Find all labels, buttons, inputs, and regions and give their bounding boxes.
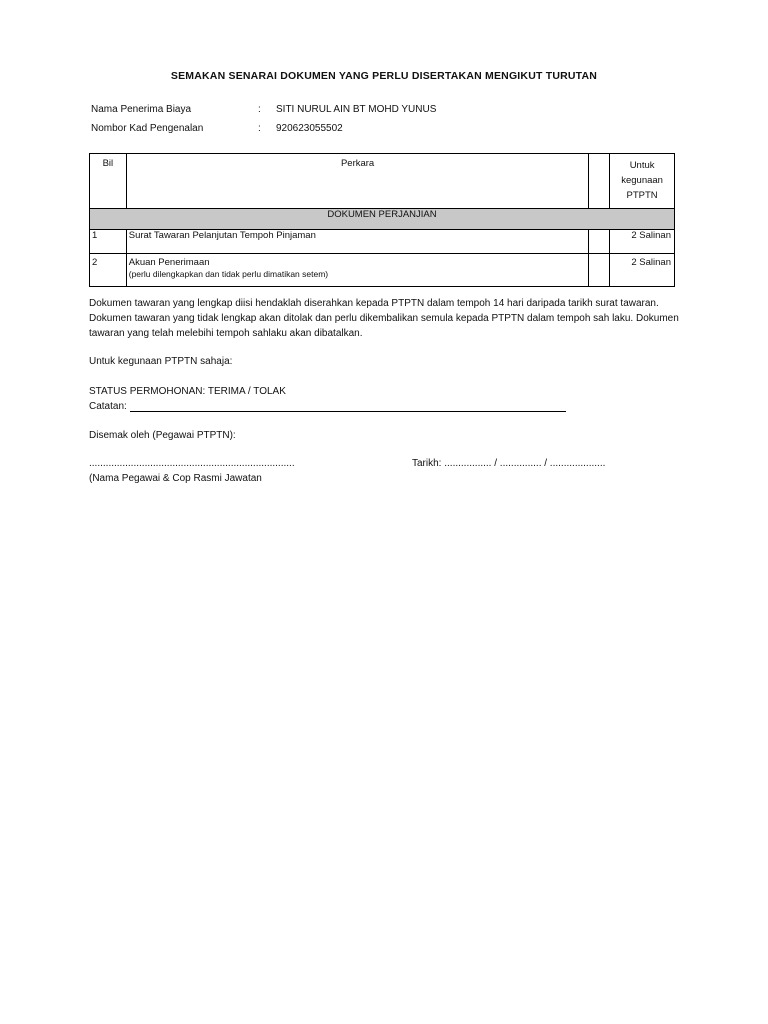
info-colon: : (258, 123, 261, 134)
row-check-cell (589, 230, 610, 254)
header-blank (589, 154, 610, 209)
tarikh-field: Tarikh: ................. / ............... / .................... (412, 458, 606, 469)
row-bil: 1 (90, 230, 127, 254)
instructions-paragraph: Dokumen tawaran yang lengkap diisi hendaklah diserahkan kepada PTPTN dalam tempoh 14 hari daripada tarikh surat tawaran. Dokumen tawaran yang tidak lengkap akan ditolak dan perlu dikembalikan semula kepada PTPTN dalam tempoh sah laku. Dokumen tawaran yang telah melebihi tempoh sahlaku akan dibatalkan. (89, 298, 679, 339)
status-line: STATUS PERMOHONAN: TERIMA / TOLAK (89, 386, 286, 397)
row-note: (perlu dilengkapkan dan tidak perlu dimatikan setem) (128, 269, 329, 279)
header-bil: Bil (90, 154, 127, 209)
catatan-row (89, 401, 566, 412)
row-check-cell (589, 254, 610, 287)
info-row-name (0, 104, 768, 118)
info-label: Nama Penerima Biaya (91, 104, 192, 115)
header-perkara: Perkara (126, 154, 589, 209)
officer-name-label: (Nama Pegawai & Cop Rasmi Jawatan (89, 473, 262, 484)
document-checklist-table (89, 153, 675, 287)
signature-dots: .......................................................................... (89, 458, 295, 469)
section-title: DOKUMEN PERJANJIAN (90, 209, 675, 230)
catatan-line (130, 401, 566, 412)
row-untuk: 2 Salinan (610, 254, 675, 287)
row-perkara: Akuan Penerimaan (128, 257, 210, 268)
section-row (90, 209, 675, 230)
table-header-row (90, 154, 675, 209)
info-colon: : (258, 104, 261, 115)
info-value: SITI NURUL AIN BT MOHD YUNUS (276, 104, 437, 115)
info-row-ic (0, 123, 768, 137)
document-title: SEMAKAN SENARAI DOKUMEN YANG PERLU DISERTAKAN MENGIKUT TURUTAN (170, 70, 598, 82)
disemak-label: Disemak oleh (Pegawai PTPTN): (89, 430, 236, 441)
info-value: 920623055502 (276, 123, 343, 134)
header-untuk: Untuk kegunaan PTPTN (610, 154, 675, 209)
row-perkara-cell (126, 254, 589, 287)
catatan-label: Catatan: (89, 401, 127, 412)
office-use-label: Untuk kegunaan PTPTN sahaja: (89, 356, 233, 367)
row-untuk: 2 Salinan (610, 230, 675, 254)
info-label: Nombor Kad Pengenalan (91, 123, 204, 134)
table-row (90, 254, 675, 287)
row-bil: 2 (90, 254, 127, 287)
row-perkara: Surat Tawaran Pelanjutan Tempoh Pinjaman (126, 230, 589, 254)
table-row (90, 230, 675, 254)
